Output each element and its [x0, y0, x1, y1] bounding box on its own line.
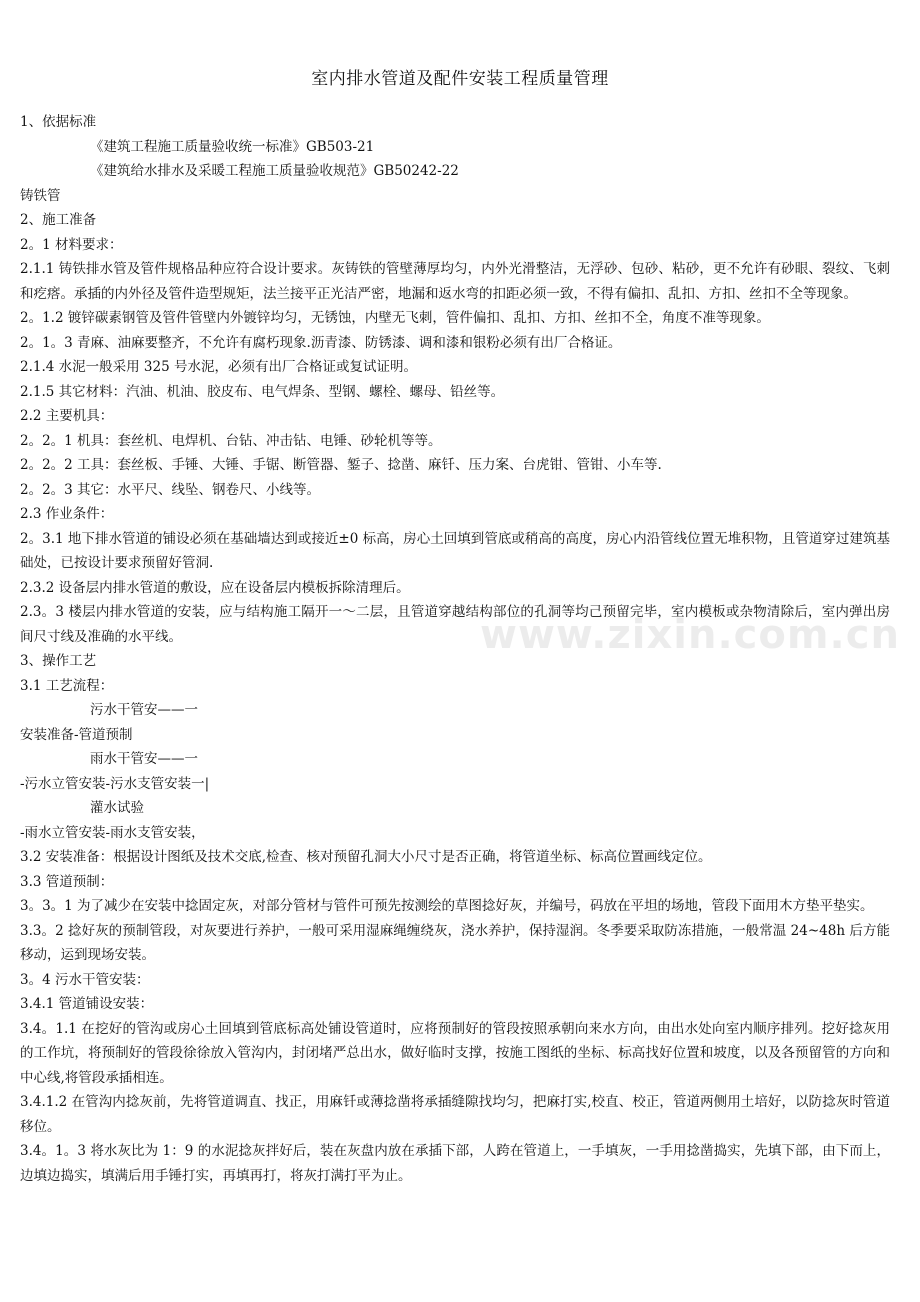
- body-line: 2.3.2 设备层内排水管道的敷设，应在设备层内模板拆除清理后。: [20, 579, 410, 596]
- body-line: 3.1 工艺流程：: [20, 677, 114, 694]
- document-body: [20, 110, 890, 1188]
- body-line: -雨水立管安装-雨水支管安装，: [20, 824, 205, 841]
- body-paragraph: 3.4.1.2 在管沟内捻灰前，先将管道调直、找正，用麻钎或薄捻凿将承插缝隙找均匀，把麻打实,校直、校正，管道两侧用土培好，以防捻灰时管道移位。: [20, 1094, 890, 1135]
- body-line: 《建筑给水排水及采暖工程施工质量验收规范》GB50242-22: [90, 163, 459, 179]
- body-line: 铸铁管: [20, 187, 61, 204]
- body-line: 2、施工准备: [20, 212, 97, 228]
- body-paragraph: 2.3。3 楼层内排水管道的安装，应与结构施工隔开一～二层，且管道穿越结构部位的孔洞等均己预留完毕，室内模板或杂物清除后，室内弹出房间尺寸线及准确的水平线。: [20, 604, 890, 645]
- document-title: 室内排水管道及配件安装工程质量管理: [311, 69, 609, 89]
- body-paragraph: 3.4。1.1 在挖好的管沟或房心土回填到管底标高处铺设管道时，应将预制好的管段按照承朝向来水方向，由出水处向室内顺序排列。挖好捻灰用的工作坑，将预制好的管段徐徐放入管沟内，封闭堵严总出水，做好临时支撑，按施工图纸的坐标、标高找好位置和坡度，以及各预留管的方向和中心线,将管段承插相连。: [20, 1020, 890, 1086]
- body-paragraph: 3.4。1。3 将水灰比为 1：9 的水泥捻灰拌好后，装在灰盘内放在承插下部，人跨在管道上，一手填灰，一手用捻凿捣实，先填下部，由下而上，边填边捣实，填满后用手锤打实，再填再打，将灰打满打平为止。: [20, 1143, 890, 1184]
- body-line: 雨水干管安——一: [90, 751, 198, 767]
- body-line: 3.3 管道预制：: [20, 873, 114, 890]
- body-line: 2。2。3 其它：水平尺、线坠、钢卷尺、小线等。: [20, 481, 321, 498]
- body-line: 2。1。3 青麻、油麻要整齐，不允许有腐朽现象.沥青漆、防锈漆、调和漆和银粉必须有出厂合格证。: [20, 334, 622, 351]
- body-line: 3.2 安装准备：根据设计图纸及技术交底,检查、核对预留孔洞大小尺寸是否正确，将管道坐标、标高位置画线定位。: [20, 849, 712, 865]
- body-line: 2.1.5 其它材料：汽油、机油、胶皮布、电气焊条、型钢、螺栓、螺母、铅丝等。: [20, 383, 505, 400]
- body-line: 3。4 污水干管安装：: [20, 971, 150, 988]
- body-line: 2。1 材料要求：: [20, 236, 123, 253]
- body-paragraph: 3.3。2 捻好灰的预制管段，对灰要进行养护，一般可采用湿麻绳缠绕灰，浇水养护，保持湿润。冬季要采取防冻措施，一般常温 24~48h 后方能移动，运到现场安装。: [20, 922, 890, 963]
- body-line: 3、操作工艺: [20, 653, 97, 669]
- body-line: 2.3 作业条件：: [20, 506, 114, 522]
- body-paragraph: 2.1.1 铸铁排水管及管件规格品种应符合设计要求。灰铸铁的管壁薄厚均匀，内外光滑整洁，无浮砂、包砂、粘砂，更不允许有砂眼、裂纹、飞刺和疙瘩。承插的内外径及管件造型规矩，法兰接平正光洁严密，地漏和返水弯的扣距必须一致，不得有偏扣、乱扣、方扣、丝扣不全等现象。: [20, 261, 890, 302]
- body-line: 1、依据标准: [20, 114, 97, 130]
- body-line: 2。1.2 镀锌碳素钢管及管件管壁内外镀锌均匀，无锈蚀，内壁无飞刺，管件偏扣、乱扣、方扣、丝扣不全，角度不准等现象。: [20, 310, 770, 326]
- body-line: 安装准备-管道预制: [20, 726, 133, 743]
- body-line: 2。2。2 工具：套丝板、手锤、大锤、手锯、断管器、錾子、捻凿、麻钎、压力案、台虎钳、管钳、小车等.: [20, 457, 662, 473]
- body-line: -污水立管安装-污水支管安装一|: [20, 775, 210, 792]
- body-line: 2.1.4 水泥一般采用 325 号水泥，必须有出厂合格证或复试证明。: [20, 359, 417, 375]
- body-line: 污水干管安——一: [90, 702, 198, 718]
- body-line: 灌水试验: [90, 800, 144, 816]
- body-line: 2.2 主要机具：: [20, 408, 114, 424]
- body-paragraph: 2。3.1 地下排水管道的铺设必须在基础墙达到或接近±0 标高，房心土回填到管底或稍高的高度，房心内沿管线位置无堆积物，且管道穿过建筑基础处，已按设计要求预留好管洞.: [20, 530, 890, 571]
- body-paragraph: 3。3。1 为了减少在安装中捻固定灰，对部分管材与管件可预先按测绘的草图捻好灰，并编号，码放在平坦的场地，管段下面用木方垫平垫实。: [20, 898, 874, 914]
- body-line: 《建筑工程施工质量验收统一标准》GB503-21: [90, 138, 375, 155]
- watermark: www.zixin.com.cn: [480, 612, 900, 658]
- body-line: 3.4.1 管道铺设安装：: [20, 996, 154, 1012]
- body-line: 2。2。1 机具：套丝机、电焊机、台钻、冲击钻、电锤、砂轮机等等。: [20, 432, 442, 449]
